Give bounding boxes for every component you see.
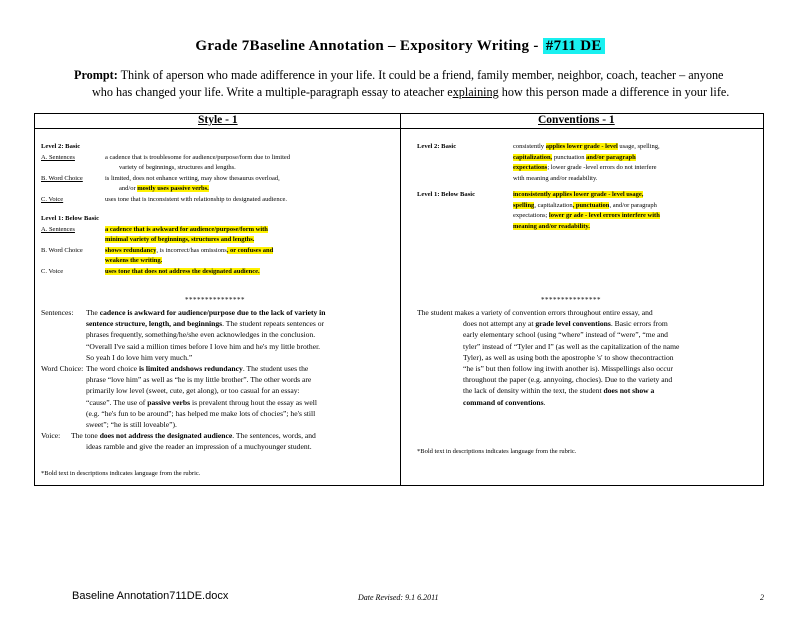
column-divider: [400, 114, 401, 485]
conv-bold-3: command of conventions: [463, 397, 544, 407]
style-l2-b-text1: is limited, does not enhance writing, may show thesaurus overload,: [105, 174, 280, 182]
style-l1-b-text2: weakens the writing.: [105, 257, 163, 264]
style-l2-b-text2b: mostly uses passive verbs.: [137, 185, 209, 192]
voice-text-1: . The sentences, words, and: [232, 431, 316, 441]
conv-text-2a: does not attempt any at: [463, 319, 534, 329]
style-l1-a-text2: minimal variety of beginnings, structures and lengths.: [105, 236, 255, 243]
conv-l2-text2a: capitalization,: [513, 153, 553, 161]
style-l1-c-label: C. Voice: [41, 267, 64, 275]
sentences-bold-2: due to the lack of variety in: [236, 308, 326, 317]
style-l1-b-text1b: , is incorrect/has omissions: [156, 246, 227, 254]
style-l2-b-label: B. Word Choice: [41, 174, 83, 182]
conv-text-5: Tyler), as well as using both the apostrophe 's' to show thecontraction: [463, 352, 674, 362]
conv-text-7: throughout the paper (e.g. annyoing, chocies). Due to the variety and: [463, 375, 673, 385]
sentences-text: The: [86, 308, 98, 317]
conv-bold-2: does not show a: [603, 386, 655, 396]
conventions-rubric: [417, 142, 660, 232]
conventions-separator: ***************: [541, 296, 601, 304]
conv-text-6: “he is” but then follow ing itwith another is). Misspellings also occur: [463, 364, 674, 374]
prompt-label: Prompt:: [74, 68, 118, 82]
conv-text-2c: . Basic errors from: [610, 319, 668, 329]
style-separator: ***************: [185, 296, 245, 304]
footer-filename: Baseline Annotation711DE.docx: [72, 590, 229, 602]
footer-page-number: 2: [760, 593, 764, 602]
prompt-paragraph: [74, 67, 734, 101]
style-l1-c-text: uses tone that does not address the designated audience.: [105, 267, 260, 275]
prompt-line-2a: who has changed your life. Write a multiple-paragraph essay to ateacher e: [92, 85, 453, 99]
conv-l1-text2b: , capitalization: [534, 201, 573, 209]
style-level-2-title: Level 2: Basic: [41, 143, 81, 150]
conv-text-9b: .: [543, 397, 546, 407]
style-l2-c-label: C. Voice: [41, 195, 64, 203]
prompt-line-2b: xplaining: [452, 85, 499, 99]
conv-l1-text3a: expectations;: [513, 212, 548, 219]
word-choice-bold: is limited andshows redundancy: [138, 364, 243, 374]
style-l2-c-text: uses tone that is inconsistent with relationship to designated audience.: [105, 195, 287, 203]
conventions-annotation: [417, 307, 762, 408]
voice-bold: does not address the designated audience: [99, 431, 233, 441]
title-highlight: #711 DE: [543, 38, 605, 54]
style-l1-a-label: A. Sentences: [41, 225, 75, 233]
conv-l2-text1b: applies lower grade - level: [545, 143, 618, 150]
conv-l2-text1a: consistently: [513, 143, 545, 150]
word-choice-bold-2: passive verbs: [147, 397, 191, 407]
style-l2-a-label: A. Sentences: [41, 153, 75, 161]
conv-l1-text2c: , punctuation: [572, 201, 610, 209]
word-choice-text-2: phrase “love him” as well as “he is my little brother”. The other words are: [86, 375, 312, 385]
sentences-quote-1: “Overall I've said a million times before I love him and he's my little brother.: [86, 341, 321, 351]
word-choice-text-3: primarily low level (sweet, cute, get along), or too casual for an essay:: [86, 386, 300, 396]
style-l2-b-text2a: and/or: [119, 185, 136, 192]
conv-text-8a: the lack of density within the text, the student: [463, 386, 602, 396]
sentences-text-2: . The student repeats sentences or: [222, 319, 325, 329]
prompt-line-1: Think of aperson who made adifference in your life. It could be a friend, family member, neighbor, coach, teacher – anyone: [120, 68, 724, 82]
conv-l1-text2a: spelling: [513, 201, 535, 209]
sentences-label: Sentences:: [41, 308, 74, 317]
voice-label: Voice:: [41, 431, 61, 441]
style-level-1-title: Level 1: Below Basic: [41, 215, 100, 222]
style-l1-b-text1c: , or confuses and: [226, 246, 274, 254]
conv-text-1: The student makes a variety of convention errors throughout entire essay, and: [417, 308, 653, 317]
conventions-footnote: *Bold text in descriptions indicates language from the rubric.: [417, 448, 577, 455]
word-choice-label: Word Choice:: [41, 364, 84, 374]
prompt-line-2c: how this person made a difference in your life.: [501, 85, 730, 99]
conv-l1-text3b: lower gr ade - level errors interfere with: [548, 212, 660, 219]
conv-level-1-title: Level 1: Below Basic: [417, 191, 476, 198]
style-l1-a-text1: a cadence that is awkward for audience/purpose/form with: [105, 225, 268, 233]
conv-l2-text3a: expectations: [513, 164, 548, 171]
conv-l2-text4: with meaning and/or readability.: [513, 174, 598, 182]
conv-l2-text2b: punctuation: [553, 153, 585, 161]
header-divider: [35, 128, 763, 129]
voice-text: The tone: [71, 431, 98, 441]
footer-date: Date Revised: 9.1 6.2011: [358, 593, 439, 602]
conv-text-4: tyler” instead of “Tyler and I” (as well as the capitalization of the name: [463, 341, 680, 351]
sentences-text-3: phrases frequently, something/he/she even acknowledges in the conclusion.: [86, 330, 316, 340]
conv-bold-1: grade level conventions: [535, 319, 611, 329]
conv-level-2-title: Level 2: Basic: [417, 143, 457, 150]
conv-l2-text2c: and/or paragraph: [586, 153, 636, 161]
conv-l2-text1c: usage, spelling,: [619, 143, 660, 150]
sentences-bold-3: sentence structure, length, and beginnings: [86, 319, 223, 329]
style-footnote: *Bold text in descriptions indicates language from the rubric.: [41, 470, 201, 477]
word-choice-text-1: . The student uses the: [242, 364, 309, 374]
conventions-header: Conventions - 1: [538, 114, 615, 126]
conv-l1-text4: meaning and/or readability.: [513, 222, 590, 230]
word-choice-text: The word choice: [86, 364, 138, 374]
style-annotation: [41, 307, 393, 453]
conv-l1-text2d: , and/or paragraph: [609, 201, 657, 209]
word-choice-text-5: is prevalent throug hout the essay as well: [191, 397, 318, 407]
style-l1-b-label: B. Word Choice: [41, 246, 83, 254]
conv-l2-text3b: ; lower grade -level errors do not interfere: [547, 164, 657, 171]
document-title: [0, 38, 800, 55]
voice-text-2: ideas ramble and give the reader an impression of a muchyounger student.: [86, 442, 312, 452]
conv-l1-text1a: inconsistently applies lower grade - level usage,: [513, 191, 644, 198]
style-l1-b-text1a: shows redundancy: [105, 246, 157, 254]
style-l2-a-text1: a cadence that is troublesome for audience/purpose/form due to limited: [105, 153, 291, 161]
style-l2-a-text2: variety of beginnings, structures and lengths.: [119, 164, 236, 171]
sentences-bold-1: cadence is awkward for audience/purpose: [99, 308, 236, 317]
word-choice-text-7: sweet”; “he is still loveable”).: [86, 420, 177, 430]
annotation-table: [34, 113, 764, 486]
conv-text-3: early elementary school (using “where” instead of “were”, “me and: [463, 330, 668, 340]
style-rubric: [41, 142, 290, 277]
title-text: Grade 7Baseline Annotation – Expository Writing -: [195, 38, 539, 54]
style-header: Style - 1: [198, 114, 238, 126]
word-choice-text-4: “cause”. The use of: [86, 397, 146, 407]
word-choice-text-6: (e.g. “he's fun to be around”; has helped me make lots of chocies”; he's still: [86, 408, 316, 418]
sentences-quote-2: So yeah I do love him very much.”: [86, 352, 193, 362]
